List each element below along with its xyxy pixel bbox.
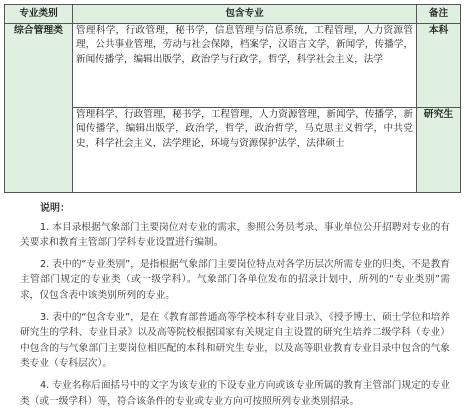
header-majors: 包含专业 <box>73 5 417 24</box>
notes-section <box>4 201 460 409</box>
level-cell-undergraduate: 本科 <box>417 24 461 108</box>
table-row <box>5 108 461 193</box>
majors-cell-graduate: 管理科学，行政管理，秘书学，工程管理，人力资源管理，新闻学，传播学，新闻传播学，编辑出版学，政治学，哲学，政治哲学，马克思主义哲学，中共党史，科学社会主义，法学理论，环境与资源保护法学，法律硕士 <box>73 108 417 193</box>
major-catalog-table <box>4 4 461 193</box>
note-item-2: 2. 表中的“专业类别”，是指根据气象部门主要岗位特点对各学历层次所需专业的归类，不是教育主管部门规定的专业类（或一级学科）。气象部门各单位发布的招录计划中，所列的“专业类别”需求，仅包含表中该类别所列的专业。 <box>20 258 450 301</box>
note-item-1: 1. 本目录根据气象部门主要岗位对专业的需求，参照公务员考录、事业单位公开招聘对专业的有关要求和教育主管部门学科专业设置进行编制。 <box>20 221 450 249</box>
majors-cell-undergraduate: 管理科学，行政管理，秘书学，信息管理与信息系统，工程管理，人力资源管理，公共事业管理，劳动与社会保障，档案学，汉语言文学，新闻学，传播学，新闻传播学，编辑出版学，政治学与行政学，哲学，科学社会主义，法学 <box>73 24 417 108</box>
table-row <box>5 24 461 108</box>
header-notes: 备注 <box>417 5 461 24</box>
table-header-row <box>5 5 461 24</box>
note-item-3: 3. 表中的“包含专业”，是在《教育部普通高等学校本科专业目录》、《授予博士、硕士学位和培养研究生的学科、专业目录》以及高等院校根据国家有关规定自主设置的研究生培养二级学科（专业）中包含的与气象部门主要岗位相匹配的本科和研究生专业，以及高等职业教育专业目录中包含的气象类专业（专科层次）。 <box>20 311 450 370</box>
level-cell-graduate: 研究生 <box>417 108 461 193</box>
header-category: 专业类别 <box>5 5 73 24</box>
notes-title: 说明： <box>40 203 70 214</box>
note-item-4: 4. 专业名称后面括号中的文字为该专业的下设专业方向或该专业所属的教育主管部门规定的专业类（或一级学科）等，符合该条件的专业或专业方向可按照所列专业类别招录。 <box>20 379 450 407</box>
category-cell: 综合管理类 <box>5 24 73 193</box>
